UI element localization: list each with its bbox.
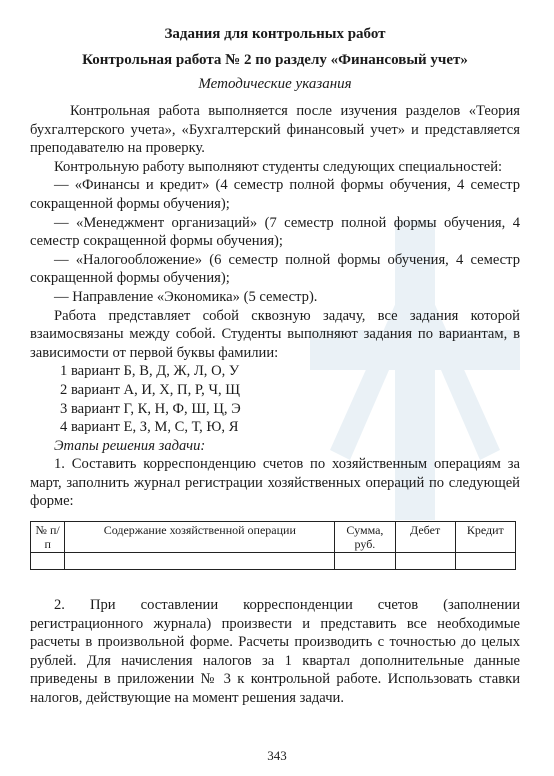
variant-item: 4 вариант Е, З, М, С, Т, Ю, Я bbox=[60, 419, 239, 436]
specialty-item: — «Налогообложение» (6 семестр полной формы обучения, 4 семестр сокращенной формы обучения); bbox=[30, 251, 520, 287]
journal-form-table bbox=[30, 521, 516, 570]
specialty-item: — «Менеджмент организаций» (7 семестр полной формы обучения, 4 семестр сокращенной формы обучения); bbox=[30, 214, 520, 250]
variant-item: 3 вариант Г, К, Н, Ф, Ш, Ц, Э bbox=[60, 400, 241, 417]
table-header-cell: Содержание хозяйственной операции bbox=[65, 522, 335, 553]
specialty-item: — Направление «Экономика» (5 семестр). bbox=[54, 288, 318, 305]
step-2: 2. При составлении корреспонденции счетов (заполнении регистрационного журнала) произвести и представить все необходимые расчеты в произвольной форме. Расчеты производить с точностью до целых рублей. Для начисления налогов за 1 квартал дополнительные данные приведены в приложении № 3 к контрольной работе. Использовать ставки налогов, действующие на момент решения задачи. bbox=[30, 597, 520, 707]
stages-heading: Этапы решения задачи: bbox=[54, 437, 206, 454]
table-header-row bbox=[31, 522, 516, 553]
document-title: Задания для контрольных работ bbox=[164, 26, 386, 42]
section-heading: Методические указания bbox=[198, 76, 352, 92]
variant-item: 2 вариант А, И, Х, П, Р, Ч, Щ bbox=[60, 381, 240, 398]
document-subtitle: Контрольная работа № 2 по разделу «Финансовый учет» bbox=[82, 52, 468, 68]
table-header-cell: Кредит bbox=[455, 522, 515, 553]
table-cell bbox=[395, 553, 455, 570]
table-header-cell: Сумма, руб. bbox=[335, 522, 395, 553]
intro-paragraph: Контрольная работа выполняется после изучения разделов «Теория бухгалтерского учета», «Бухгалтерский финансовый учет» и представляется преподавателю на проверку. bbox=[30, 103, 520, 157]
page-content bbox=[30, 24, 520, 708]
task-description: Работа представляет собой сквозную задачу, все задания которой взаимосвязаны между собой. Студенты выполняют задания по вариантам, в зависимости от первой буквы фамилии: bbox=[30, 307, 520, 361]
specialties-intro: Контрольную работу выполняют студенты следующих специальностей: bbox=[54, 158, 503, 175]
variants-list bbox=[30, 362, 520, 436]
page-number: 343 bbox=[267, 748, 287, 763]
table-cell bbox=[335, 553, 395, 570]
table-row bbox=[31, 553, 516, 570]
specialty-item: — «Финансы и кредит» (4 семестр полной формы обучения, 4 семестр сокращенной формы обучения); bbox=[30, 177, 520, 212]
table-cell bbox=[65, 553, 335, 570]
table-header-cell: Дебет bbox=[395, 522, 455, 553]
table-header-cell: № п/п bbox=[31, 522, 65, 553]
table-cell bbox=[31, 553, 65, 570]
table-cell bbox=[455, 553, 515, 570]
step-1: 1. Составить корреспонденцию счетов по хозяйственным операциям за март, заполнить журнал регистрации хозяйственных операций по следующей форме: bbox=[30, 456, 520, 510]
variant-item: 1 вариант Б, В, Д, Ж, Л, О, У bbox=[60, 363, 240, 380]
